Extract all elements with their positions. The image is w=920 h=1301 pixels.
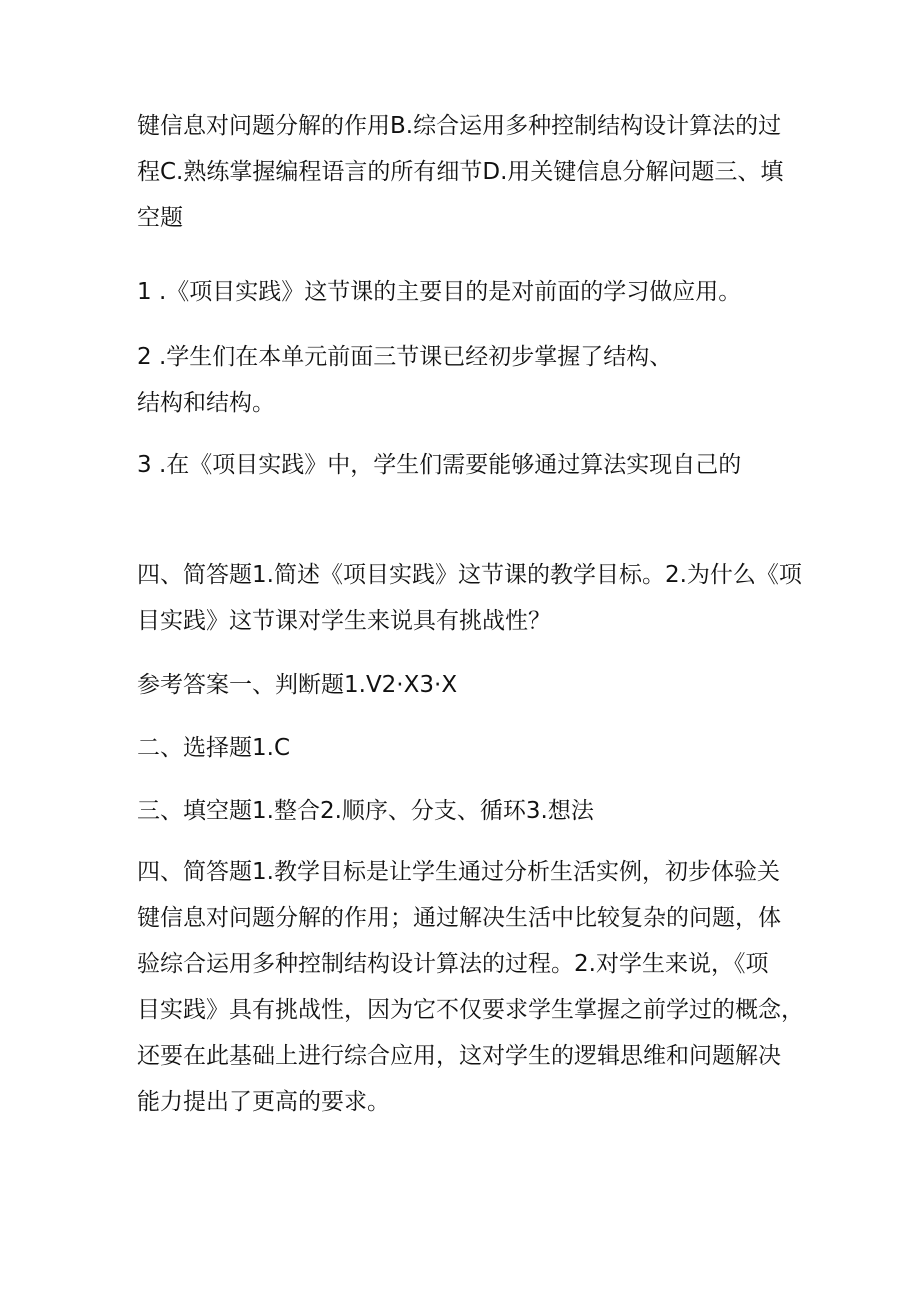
text-line: 空题 [137,205,183,231]
text-line: 程C.熟练掌握编程语言的所有细节D.用关键信息分解问题三、填 [137,159,784,185]
text-line: 能力提出了更高的要求。 [137,1089,390,1115]
text-line: 结构和结构。 [137,390,275,416]
text-line: 参考答案一、判断题1.V2·X3·X [137,672,458,698]
text-line: 1 .《项目实践》这节课的主要目的是对前面的学习做应用。 [137,279,742,305]
text-line: 四、简答题1.简述《项目实践》这节课的教学目标。2.为什么《项 [137,562,802,588]
paragraph-answers-choice [137,725,797,771]
paragraph-choice-options [137,103,797,241]
text-line: 还要在此基础上进行综合应用，这对学生的逻辑思维和问题解决 [137,1043,781,1069]
text-line: 二、选择题1.C [137,735,291,761]
text-line: 3 .在《项目实践》中，学生们需要能够通过算法实现自己的 [137,452,742,478]
text-line: 目实践》具有挑战性，因为它不仅要求学生掌握之前学过的概念， [137,997,804,1023]
text-line: 2 .学生们在本单元前面三节课已经初步掌握了结构、 [137,344,673,370]
text-line: 验综合运用多种控制结构设计算法的过程。2.对学生来说，《项 [137,951,769,977]
paragraph-answers-judgement [137,662,797,708]
paragraph-answers-fill [137,788,797,834]
paragraph-answers-short [137,849,804,1125]
text-line: 三、填空题1.整合2.顺序、分支、循环3.想法 [137,798,594,824]
paragraph-fill-question-2 [137,334,797,380]
text-line: 键信息对问题分解的作用B.综合运用多种控制结构设计算法的过 [137,113,782,139]
paragraph-short-answer-questions [137,552,802,644]
paragraph-fill-question-1 [137,269,797,315]
text-line: 键信息对问题分解的作用；通过解决生活中比较复杂的问题，体 [137,905,781,931]
text-line: 四、简答题1.教学目标是让学生通过分析生活实例，初步体验关 [137,859,780,885]
paragraph-fill-question-3 [137,442,797,488]
paragraph-fill-question-2-cont [137,380,797,426]
text-line: 目实践》这节课对学生来说具有挑战性？ [137,608,551,634]
